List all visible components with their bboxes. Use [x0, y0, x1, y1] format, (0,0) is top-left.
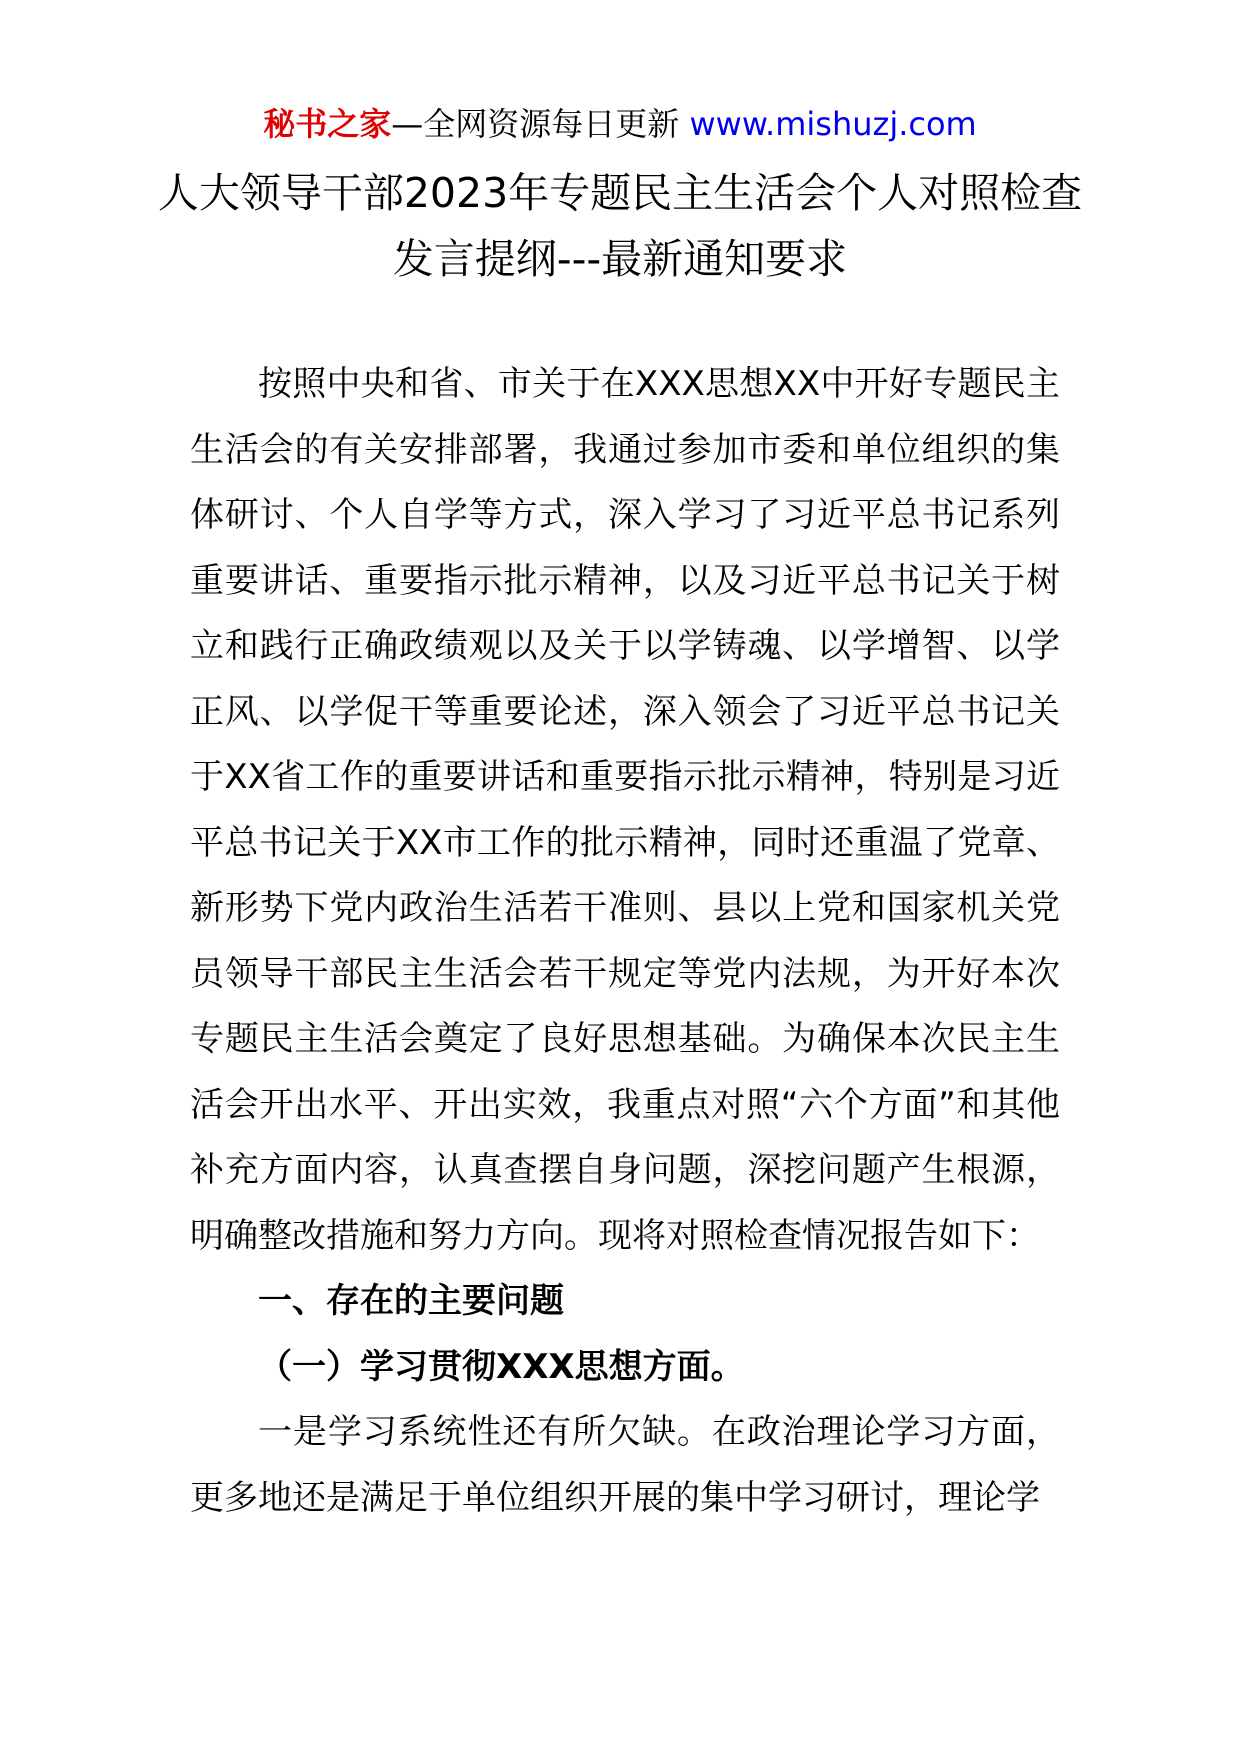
section-heading: 一、存在的主要问题: [258, 1281, 564, 1321]
brand-name: 秘书之家: [263, 105, 392, 143]
site-header: [0, 100, 1240, 148]
document-title: 人大领导干部2023年专题民主生活会个人对照检查发言提纲---最新通知要求: [157, 169, 1083, 283]
header-tagline: —全网资源每日更新: [391, 105, 690, 143]
document-body: [190, 352, 1060, 1531]
point-paragraph: 一是学习系统性还有所欠缺。在政治理论学习方面，更多地还是满足于单位组织开展的集中学习研讨，理论学: [190, 1412, 1060, 1518]
subsection-heading: （一）学习贯彻XXX思想方面。: [258, 1346, 745, 1387]
site-url-link[interactable]: www.mishuzj.com: [689, 105, 977, 143]
intro-paragraph: 按照中央和省、市关于在XXX思想XX中开好专题民主生活会的有关安排部署，我通过参加市委和单位组织的集体研讨、个人自学等方式，深入学习了习近平总书记系列重要讲话、重要指示批示精神，以及习近平总书记关于树立和践行正确政绩观以及关于以学铸魂、以学增智、以学正风、以学促干等重要论述，深入领会了习近平总书记关于XX省工作的重要讲话和重要指示批示精神，特别是习近平总书记关于XX市工作的批示精神，同时还重温了党章、新形势下党内政治生活若干准则、县以上党和国家机关党员领导干部民主生活会若干规定等党内法规，为开好本次专题民主生活会奠定了良好思想基础。为确保本次民主生活会开出水平、开出实效，我重点对照“六个方面”和其他补充方面内容，认真查摆自身问题，深挖问题产生根源，明确整改措施和努力方向。现将对照检查情况报告如下：: [190, 364, 1060, 1256]
